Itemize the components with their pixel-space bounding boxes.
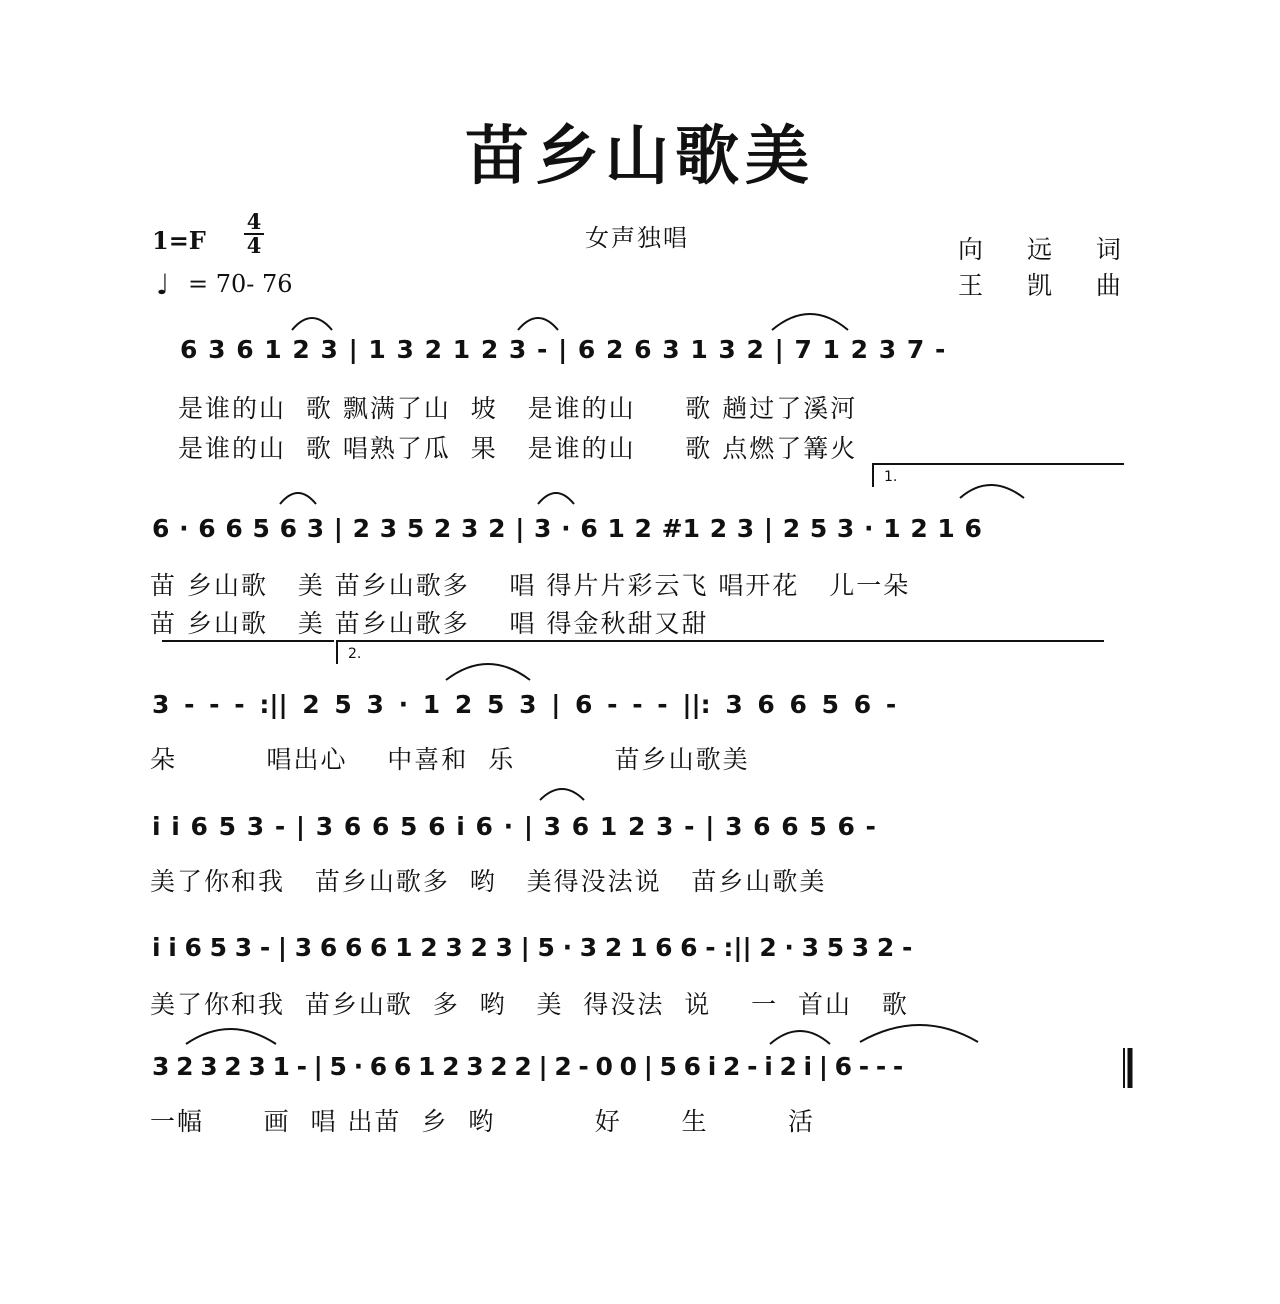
notation: 6 3 6 1 2 3 | 1 3 2 1 2 3 - | 6 2 6 3 1 3 2 | 7 1 2 3 7 - xyxy=(180,335,946,364)
tempo-marking: = 70- 76 xyxy=(188,270,293,298)
lyrics-verse-1: 一幅 画 唱 出苗 乡 哟 好 生 活 xyxy=(150,1107,816,1136)
slur xyxy=(540,789,584,800)
slur xyxy=(770,1031,830,1044)
composer-credit: 王 凯 曲 xyxy=(958,271,1139,300)
slur xyxy=(538,493,574,504)
time-signature-bottom: 4 xyxy=(246,233,262,258)
notation: 3 - - - :|| 2 5 3 · 1 2 5 3 | 6 - - - ||: 3 6 6 5 6 - xyxy=(152,690,897,719)
volta-number-2: 2. xyxy=(348,646,362,662)
time-signature-top: 4 xyxy=(246,209,262,234)
notation: 3 2 3 2 3 1 - | 5 · 6 6 1 2 3 2 2 | 2 - 0 0 | 5 6 i 2 - i 2 i | 6 - - - xyxy=(152,1052,904,1081)
slur xyxy=(772,314,848,330)
slur xyxy=(186,1029,276,1044)
lyrics-verse-1: 朵 唱出心 中喜和 乐 苗乡山歌美 xyxy=(150,745,750,774)
slur xyxy=(518,318,558,330)
lyrics-verse-1: 美了你和我 苗乡山歌多 哟 美得没法说 苗乡山歌美 xyxy=(150,867,827,896)
lyrics-verse-1: 美了你和我 苗乡山歌 多 哟 美 得没法 说 一 首山 歌 xyxy=(150,990,909,1019)
slur xyxy=(280,493,316,504)
key-signature: 1=F xyxy=(152,226,206,255)
volta-number-1: 1. xyxy=(884,469,898,485)
quarter-note-icon: ♩ xyxy=(156,268,170,301)
song-title: 苗乡山歌美 xyxy=(465,120,815,194)
lyrics-verse-2: 是谁的山 歌 唱熟了瓜 果 是谁的山 歌 点燃了篝火 xyxy=(178,434,858,463)
slur xyxy=(292,318,332,330)
lyricist-credit: 向 远 词 xyxy=(958,235,1139,264)
slur xyxy=(446,664,530,680)
slur xyxy=(860,1025,978,1042)
lyrics-verse-1: 苗 乡山歌 美 苗乡山歌多 唱 得片片彩云飞 唱开花 儿一朵 xyxy=(150,571,911,600)
notation: i i 6 5 3 - | 3 6 6 6 1 2 3 2 3 | 5 · 3 2 1 6 6 - :|| 2 · 3 5 3 2 - xyxy=(152,933,913,962)
lyrics-verse-2: 苗 乡山歌 美 苗乡山歌多 唱 得金秋甜又甜 xyxy=(150,609,709,638)
slur xyxy=(960,485,1024,498)
notation: 6 · 6 6 5 6 3 | 2 3 5 2 3 2 | 3 · 6 1 2 #1 2 3 | 2 5 3 · 1 2 1 6 xyxy=(152,514,982,543)
voice-type: 女声独唱 xyxy=(585,224,689,252)
notation: i i 6 5 3 - | 3 6 6 5 6 i 6 · | 3 6 1 2 3 - | 3 6 6 5 6 - xyxy=(152,812,876,841)
lyrics-verse-1: 是谁的山 歌 飘满了山 坡 是谁的山 歌 趟过了溪河 xyxy=(178,394,858,423)
